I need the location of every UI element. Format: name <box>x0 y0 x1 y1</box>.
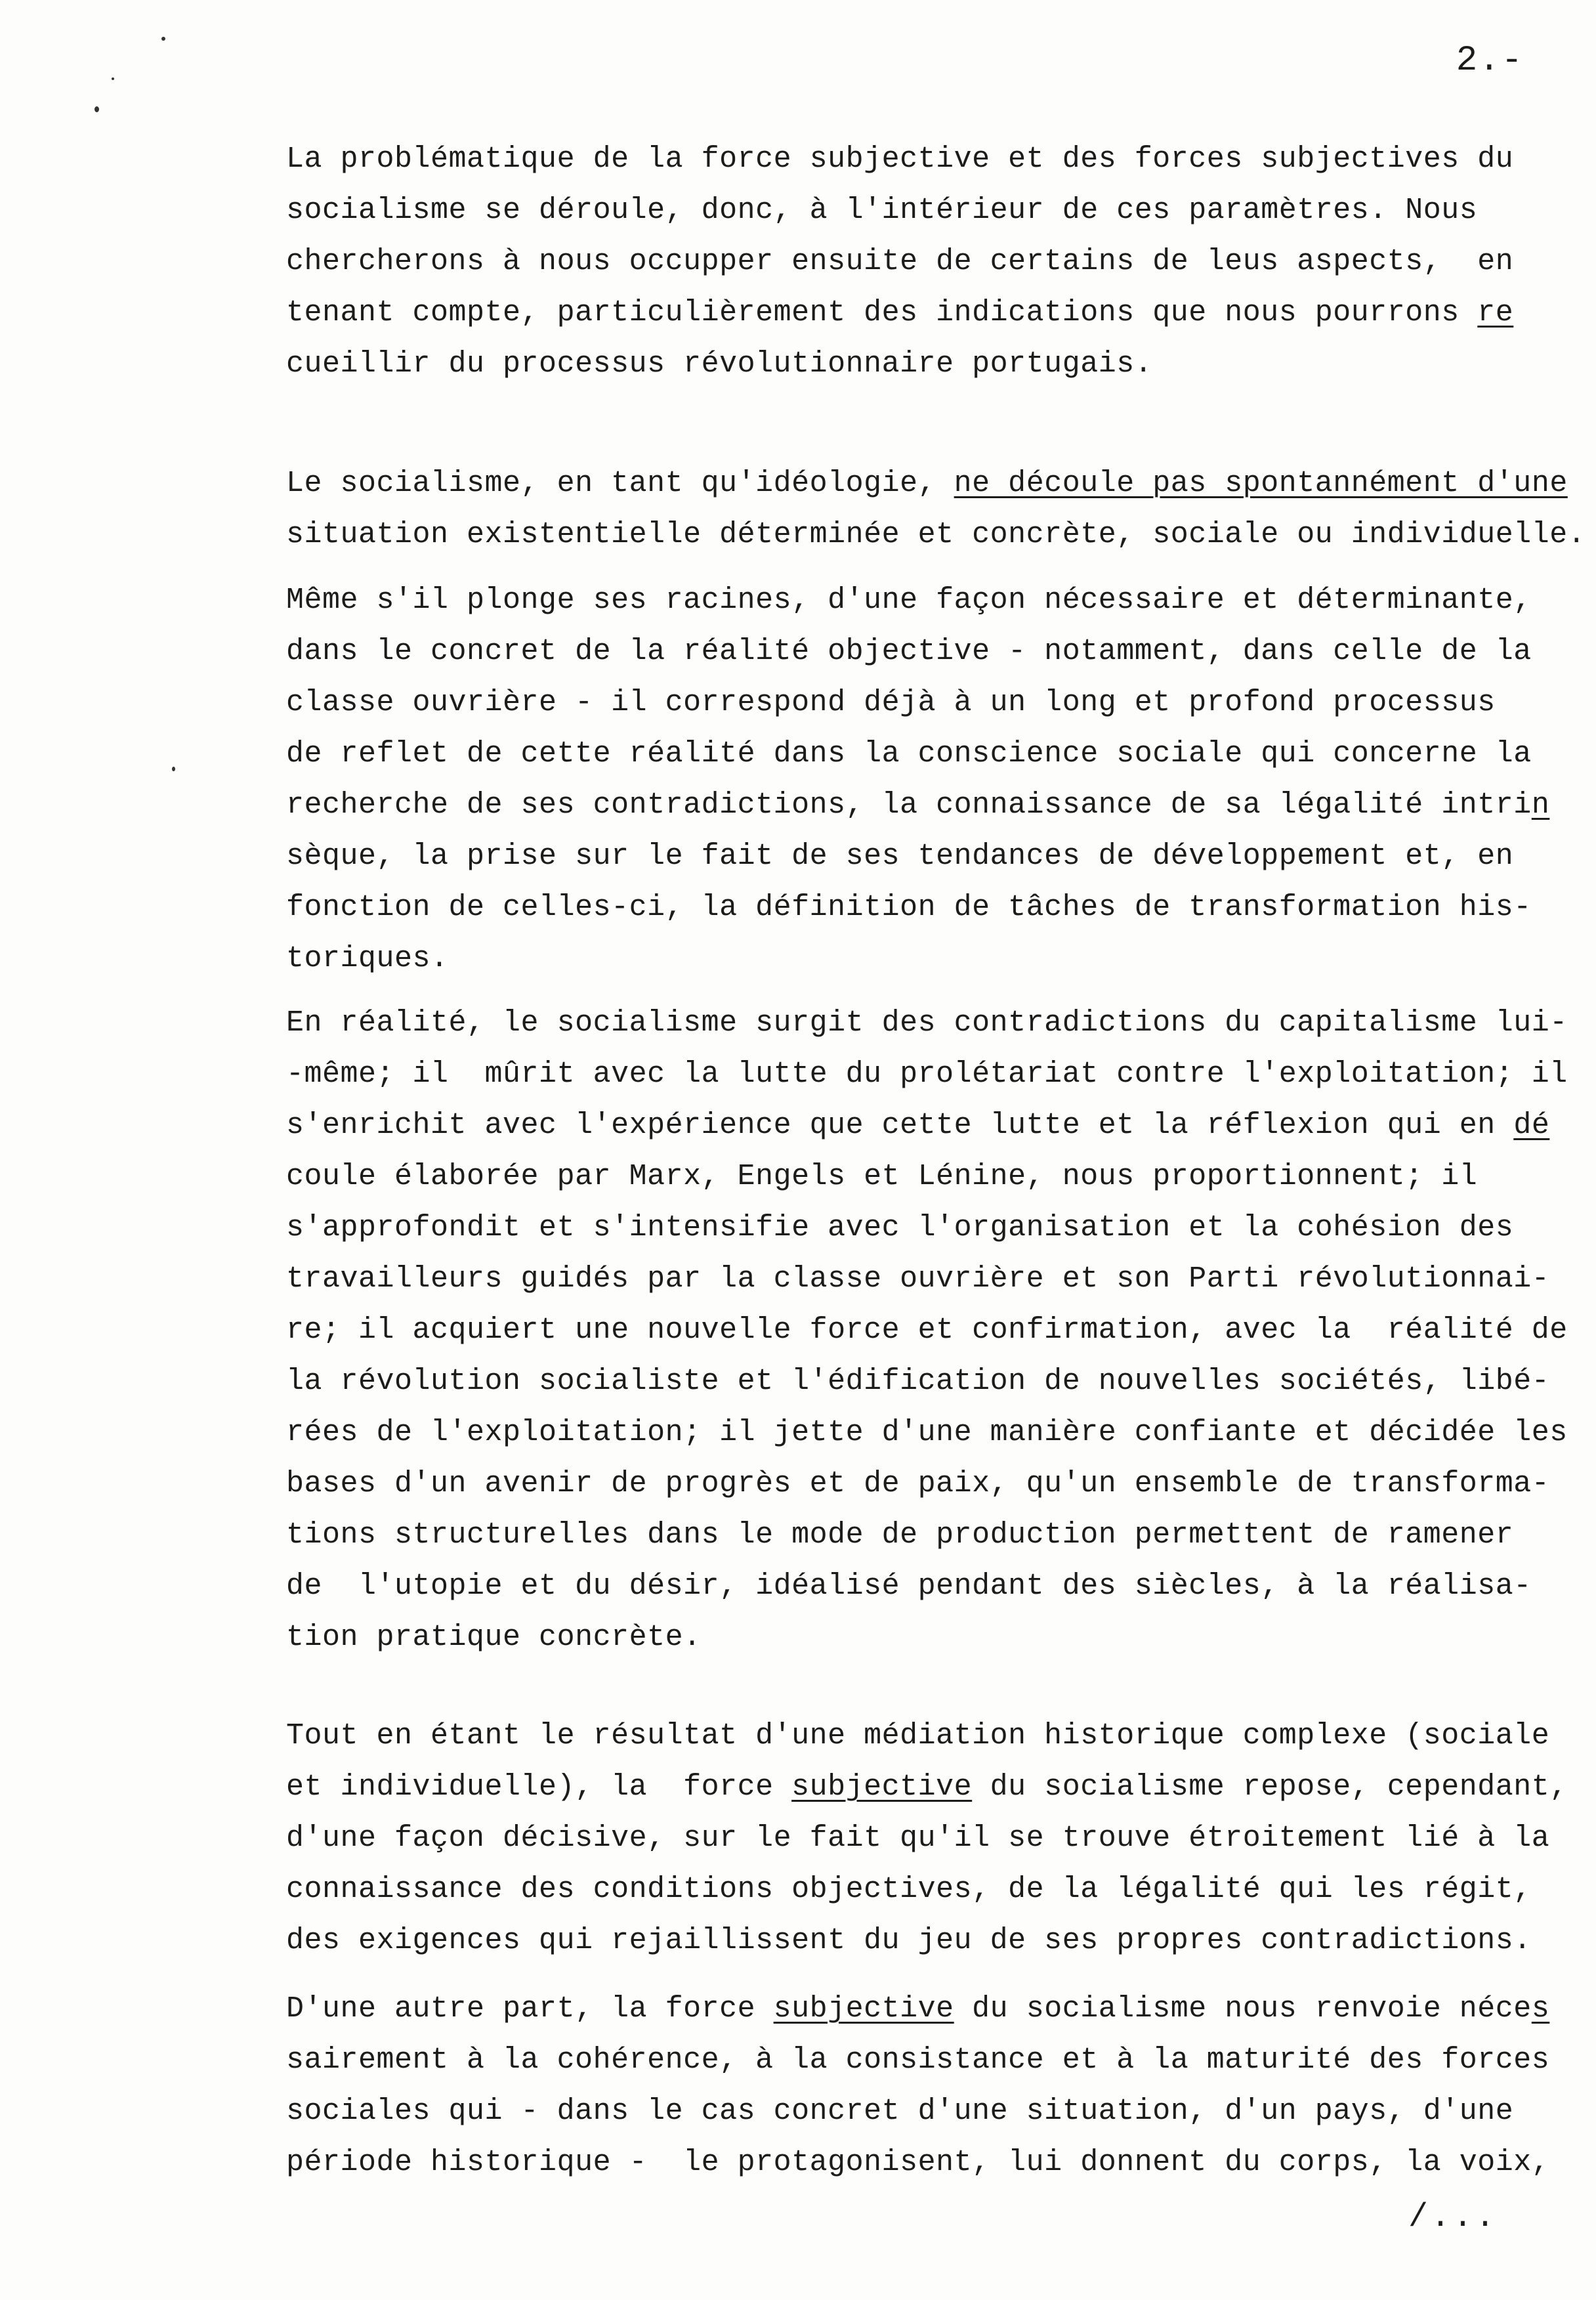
text-segment: D'une autre part, la force <box>286 1992 774 2026</box>
text-segment: du socialisme repose, cependant, <box>972 1770 1568 1804</box>
text-segment: la révolution socialiste et l'édification de nouvelles sociétés, libé- <box>286 1365 1550 1398</box>
underlined-text: dé <box>1513 1109 1550 1142</box>
underlined-text: re <box>1477 296 1514 330</box>
text-segment: de l'utopie et du désir, idéalisé pendant des siècles, à la réalisa- <box>286 1569 1532 1603</box>
text-line <box>286 134 1559 185</box>
text-line <box>286 626 1559 677</box>
text-segment: recherche de ses contradictions, la connaissance de sa légalité intri <box>286 788 1532 822</box>
paragraph-1 <box>286 134 1559 390</box>
underlined-text: n <box>1531 788 1550 822</box>
text-segment: socialisme se déroule, donc, à l'intérieur de ces paramètres. Nous <box>286 194 1478 227</box>
text-segment: période historique - le protagonisent, lui donnent du corps, la voix, <box>286 2146 1550 2179</box>
text-line <box>286 831 1559 882</box>
text-line <box>286 458 1568 509</box>
text-segment: rées de l'exploitation; il jette d'une manière confiante et décidée les <box>286 1416 1568 1449</box>
text-line <box>286 729 1559 780</box>
scan-speck <box>161 37 165 41</box>
text-line <box>286 1612 1559 1663</box>
text-segment: s'enrichit avec l'expérience que cette lutte et la réflexion qui en <box>286 1109 1514 1142</box>
text-segment: sèque, la prise sur le fait de ses tendances de développement et, en <box>286 840 1514 873</box>
text-segment: de reflet de cette réalité dans la conscience sociale qui concerne la <box>286 737 1532 771</box>
text-line <box>286 1984 1559 2035</box>
text-line <box>286 2035 1559 2086</box>
text-line <box>286 933 1559 985</box>
text-line <box>286 1203 1559 1254</box>
text-segment: En réalité, le socialisme surgit des contradictions du capitalisme lui- <box>286 1006 1568 1040</box>
text-line <box>286 1711 1559 1762</box>
text-line <box>286 2086 1559 2137</box>
text-segment: Tout en étant le résultat d'une médiation historique complexe (sociale <box>286 1719 1550 1753</box>
page-number: 2.- <box>1456 41 1524 81</box>
underlined-text: ne découle pas spontannément d'une <box>954 467 1568 500</box>
text-line <box>286 1407 1568 1459</box>
text-segment: -même; il mûrit avec la lutte du prolétariat contre l'exploitation; il <box>286 1057 1568 1091</box>
text-line <box>286 1864 1559 1915</box>
paragraph-4 <box>286 998 1568 1663</box>
text-segment: sociales qui - dans le cas concret d'une situation, d'un pays, d'une <box>286 2095 1514 2128</box>
underlined-text: subjective <box>773 1992 954 2026</box>
text-segment: situation existentielle déterminée et concrète, sociale ou individuelle. <box>286 518 1586 551</box>
text-segment: Même s'il plonge ses racines, d'une façon nécessaire et déterminante, <box>286 584 1532 617</box>
underlined-text: s <box>1531 1992 1550 2026</box>
text-segment: tions structurelles dans le mode de production permettent de ramener <box>286 1518 1514 1552</box>
text-line <box>286 575 1559 626</box>
text-segment: s'approfondit et s'intensifie avec l'organisation et la cohésion des <box>286 1211 1514 1245</box>
text-segment: fonction de celles-ci, la définition de tâches de transformation his- <box>286 891 1532 924</box>
text-segment: et individuelle), la force <box>286 1770 792 1804</box>
text-line <box>286 1254 1559 1305</box>
scan-speck <box>94 106 99 112</box>
text-line <box>286 509 1586 561</box>
text-line <box>286 1305 1568 1356</box>
text-line <box>286 1510 1559 1561</box>
text-line <box>286 1151 1559 1203</box>
text-line <box>286 1356 1559 1407</box>
text-segment: bases d'un avenir de progrès et de paix, qu'un ensemble de transforma- <box>286 1467 1550 1501</box>
text-line <box>286 998 1568 1049</box>
text-segment: des exigences qui rejaillissent du jeu de ses propres contradictions. <box>286 1924 1532 1957</box>
text-segment: travailleurs guidés par la classe ouvrière et son Parti révolutionnai- <box>286 1262 1550 1296</box>
text-line <box>286 1049 1568 1100</box>
paragraph-6 <box>286 1984 1559 2188</box>
text-line <box>286 882 1559 933</box>
text-segment: coule élaborée par Marx, Engels et Lénine, nous proportionnent; il <box>286 1160 1478 1193</box>
text-line <box>286 1459 1559 1510</box>
text-line <box>286 185 1559 236</box>
text-segment: chercherons à nous occupper ensuite de certains de leus aspects, en <box>286 245 1514 278</box>
paragraph-3 <box>286 575 1559 985</box>
scan-speck <box>172 767 175 771</box>
text-line <box>286 780 1559 831</box>
text-segment: La problématique de la force subjective et des forces subjectives du <box>286 142 1514 176</box>
text-segment: sairement à la cohérence, à la consistance et à la maturité des forces <box>286 2043 1550 2077</box>
text-segment: connaissance des conditions objectives, de la légalité qui les régit, <box>286 1873 1532 1906</box>
text-segment: classe ouvrière - il correspond déjà à un long et profond processus <box>286 686 1496 719</box>
text-segment: cueillir du processus révolutionnaire portugais. <box>286 347 1153 381</box>
paragraph-2 <box>286 458 1586 561</box>
text-line <box>286 1561 1559 1612</box>
underlined-text: subjective <box>791 1770 973 1804</box>
scan-speck <box>112 77 114 80</box>
text-line <box>286 1915 1559 1967</box>
text-line <box>286 288 1559 339</box>
text-segment: Le socialisme, en tant qu'idéologie, <box>286 467 954 500</box>
text-line <box>286 1100 1559 1151</box>
text-line <box>286 339 1559 390</box>
text-segment: tenant compte, particulièrement des indications que nous pourrons <box>286 296 1478 330</box>
text-line <box>286 236 1559 288</box>
paragraph-5 <box>286 1711 1568 1967</box>
text-segment: d'une façon décisive, sur le fait qu'il se trouve étroitement lié à la <box>286 1821 1550 1855</box>
text-segment: tion pratique concrète. <box>286 1621 702 1654</box>
text-line <box>286 2137 1559 2188</box>
text-segment: du socialisme nous renvoie néce <box>954 1992 1532 2026</box>
text-line <box>286 1813 1559 1864</box>
text-segment: toriques. <box>286 942 449 975</box>
text-line <box>286 1762 1568 1813</box>
text-line <box>286 677 1559 729</box>
text-segment: re; il acquiert une nouvelle force et confirmation, avec la réalité de <box>286 1313 1568 1347</box>
continuation-mark: /... <box>1408 2199 1498 2236</box>
text-segment: dans le concret de la réalité objective - notamment, dans celle de la <box>286 635 1532 668</box>
